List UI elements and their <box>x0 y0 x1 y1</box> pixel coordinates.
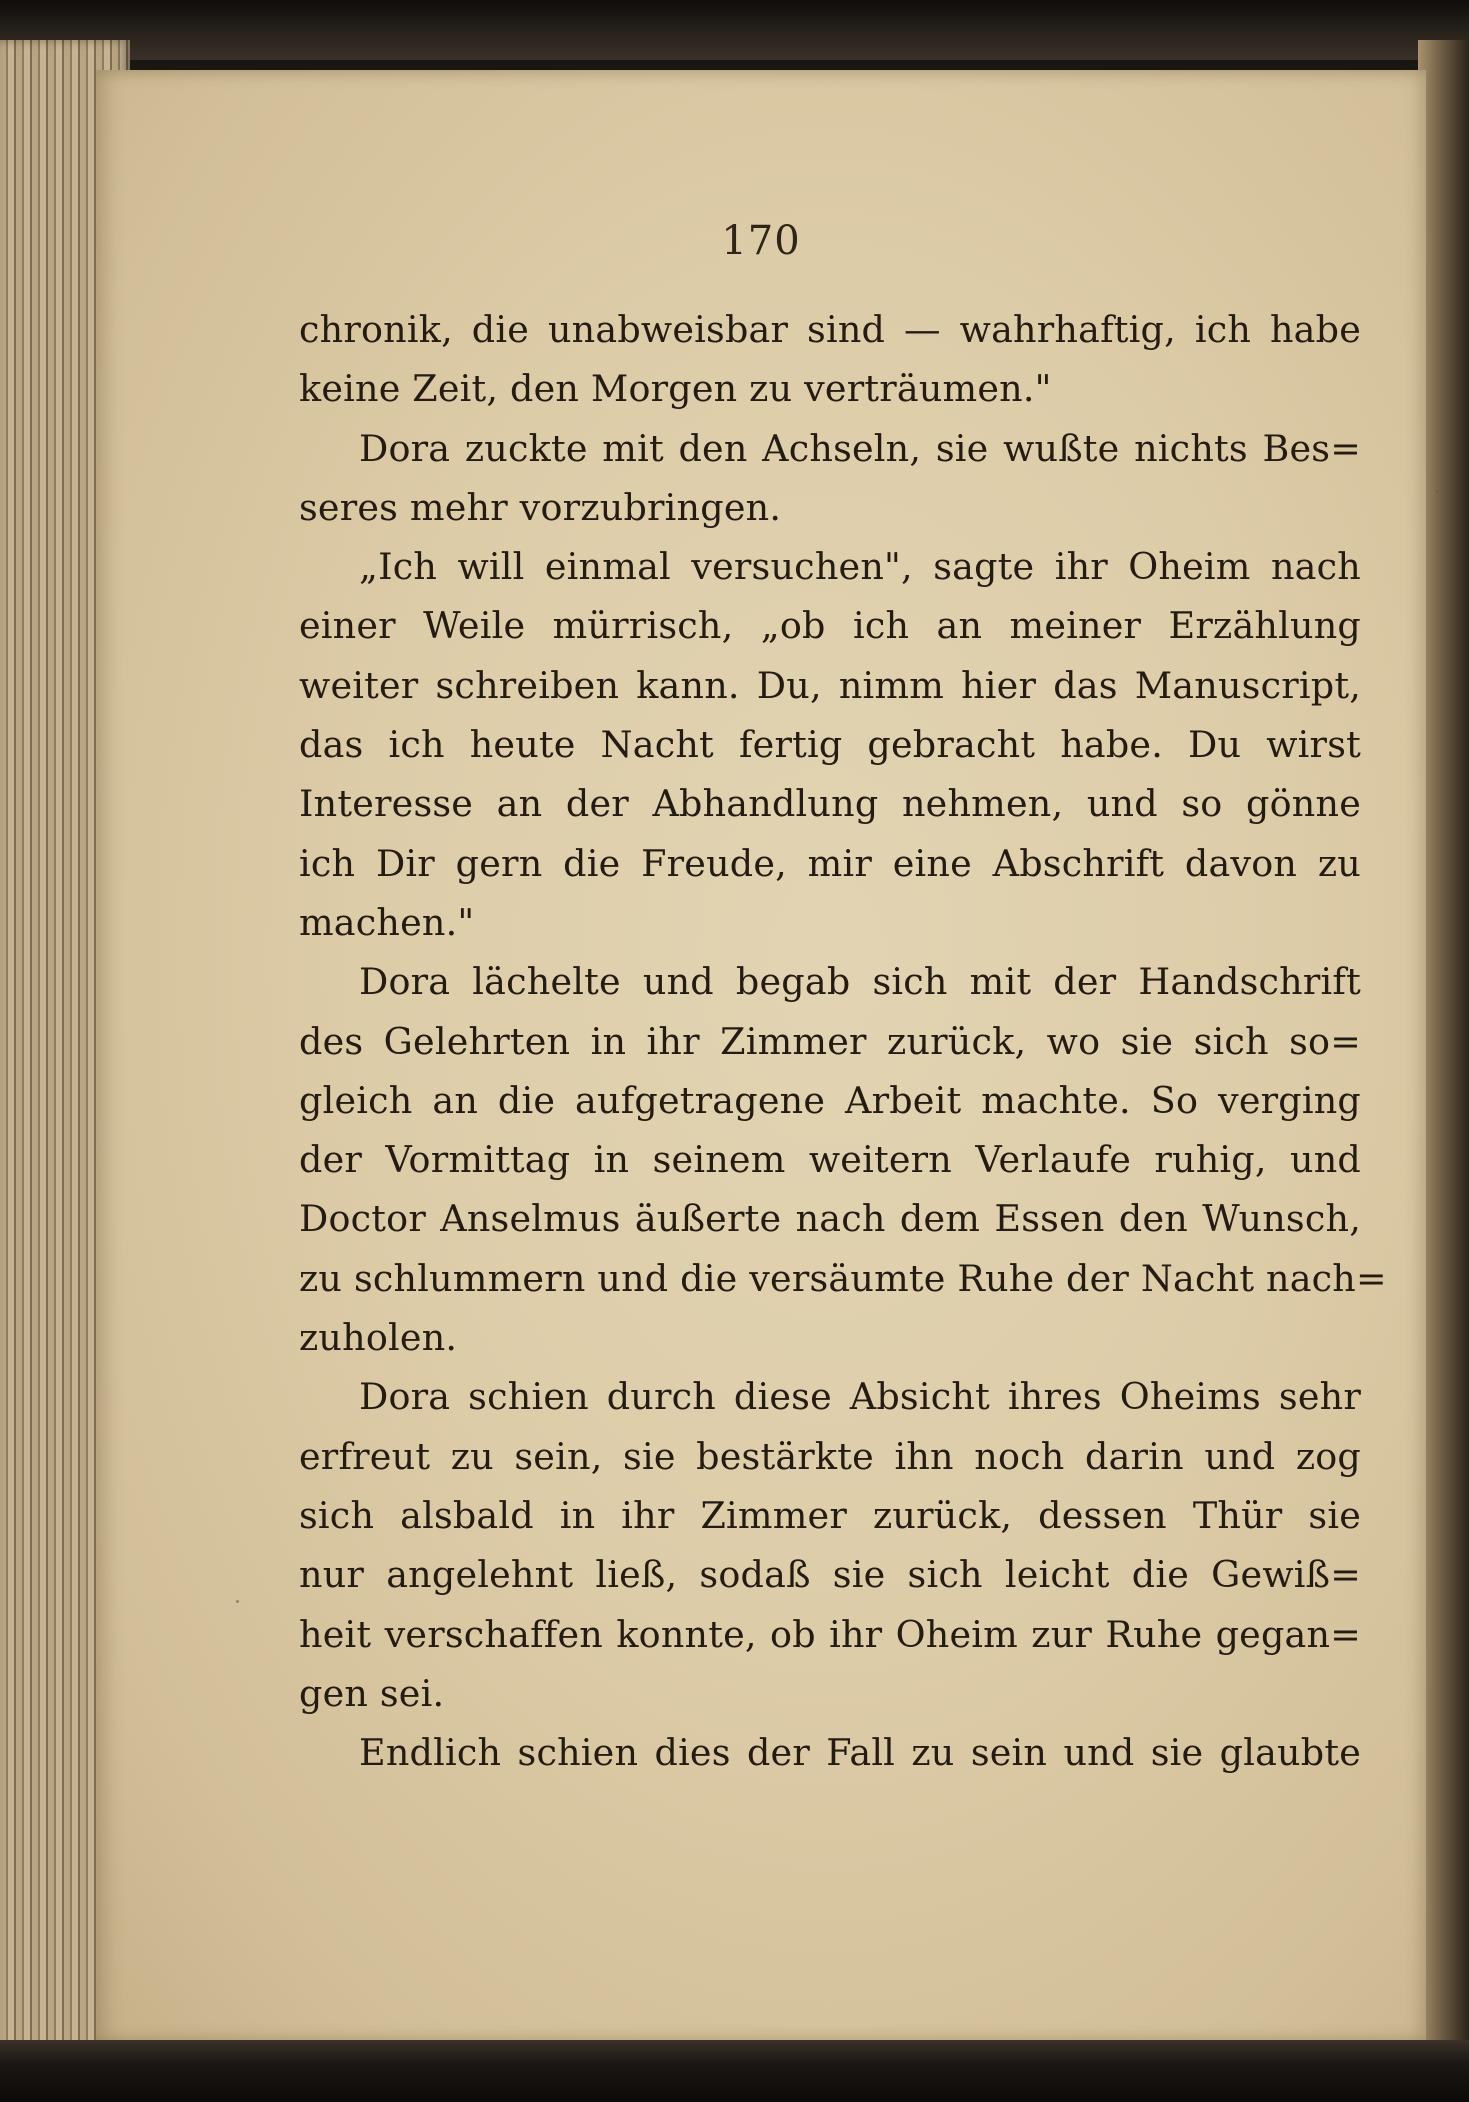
text-line: ich Dir gern die Freude, mir eine Abschrift davon zu <box>299 841 1361 885</box>
text-line: Interesse an der Abhandlung nehmen, und so gönne <box>299 782 1361 826</box>
book-page <box>96 70 1426 2042</box>
text-line: seres mehr vorzubringen. <box>299 485 782 529</box>
text-line: gen sei. <box>299 1671 445 1715</box>
text-line: weiter schreiben kann. Du, nimm hier das Manuscript, <box>299 663 1361 707</box>
text-line: Dora zuckte mit den Achseln, sie wußte nichts Bes= <box>359 426 1361 470</box>
text-line: der Vormittag in seinem weitern Verlaufe ruhig, und <box>299 1138 1361 1182</box>
text-line: heit verschaffen konnte, ob ihr Oheim zur Ruhe gegan= <box>299 1612 1361 1656</box>
text-line: „Ich will einmal versuchen", sagte ihr Oheim nach <box>359 545 1361 589</box>
text-line: erfreut zu sein, sie bestärkte ihn noch darin und zog <box>299 1434 1361 1478</box>
paper-speck <box>1436 490 1439 493</box>
text-line: machen." <box>299 900 475 944</box>
text-line: einer Weile mürrisch, „ob ich an meiner Erzählung <box>299 604 1361 648</box>
text-line: sich alsbald in ihr Zimmer zurück, dessen Thür sie <box>299 1493 1361 1537</box>
text-line: des Gelehrten in ihr Zimmer zurück, wo sie sich so= <box>299 1019 1361 1063</box>
top-binding <box>0 0 1469 60</box>
bottom-binding <box>0 2040 1469 2102</box>
text-line: keine Zeit, den Morgen zu verträumen." <box>299 367 1052 411</box>
text-line: nur angelehnt ließ, sodaß sie sich leicht die Gewiß= <box>299 1553 1361 1597</box>
text-line: Dora schien durch diese Absicht ihres Oheims sehr <box>359 1375 1361 1419</box>
text-line: chronik, die unabweisbar sind — wahrhaftig, ich habe <box>299 308 1361 351</box>
text-line: Doctor Anselmus äußerte nach dem Essen den Wunsch, <box>299 1197 1361 1241</box>
page-text <box>299 300 1387 1782</box>
text-line: Endlich schien dies der Fall zu sein und sie glaubte <box>359 1731 1361 1775</box>
page-number: 170 <box>721 218 801 264</box>
text-line: das ich heute Nacht fertig gebracht habe. Du wirst <box>299 723 1361 767</box>
text-line: zuholen. <box>299 1316 458 1360</box>
text-line: zu schlummern und die versäumte Ruhe der Nacht nach= <box>299 1256 1387 1300</box>
text-line: gleich an die aufgetragene Arbeit machte. So verging <box>299 1078 1361 1122</box>
paper-speck <box>236 1600 239 1603</box>
text-line: Dora lächelte und begab sich mit der Handschrift <box>359 960 1361 1004</box>
